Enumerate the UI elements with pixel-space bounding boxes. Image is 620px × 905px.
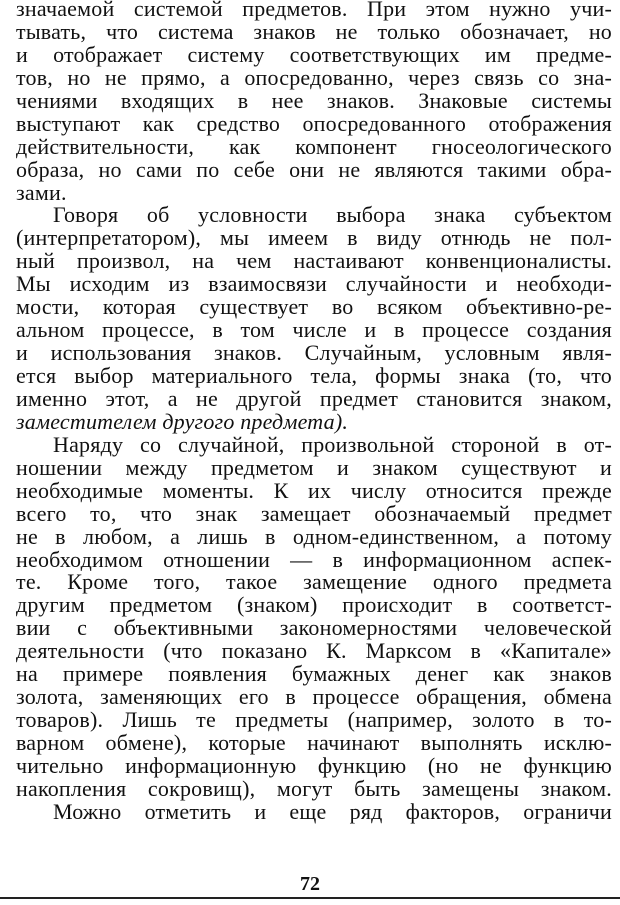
page-number: 72 bbox=[300, 873, 320, 895]
text-line: заместителем другого предмета). bbox=[16, 410, 349, 434]
text-line: вии с объективными закономерностями человеческой bbox=[16, 617, 612, 641]
text-line: образа, но сами по себе они не являются такими обра- bbox=[16, 158, 612, 182]
text-line: ношении между предметом и знаком существуют и bbox=[16, 456, 612, 480]
text-line: ется выбор материального тела, формы знака (то, что bbox=[16, 365, 612, 388]
text-line: всего то, что знак замещает обозначаемый предмет bbox=[16, 502, 612, 526]
page-body-text bbox=[16, 0, 612, 824]
text-line: варном обмене), которые начинают выполнять исклю- bbox=[16, 732, 612, 755]
text-line: Говоря об условности выбора знака субъектом bbox=[53, 204, 612, 228]
text-line: Можно отметить и еще ряд факторов, ограничи bbox=[53, 800, 612, 824]
paragraph bbox=[16, 801, 612, 824]
text-line: мости, которая существует во всяком объективно-ре- bbox=[16, 296, 612, 320]
text-line: ный произвол, на чем настаивают конвенционалисты. bbox=[16, 250, 612, 274]
text-line: Наряду со случайной, произвольной стороной в от- bbox=[53, 433, 612, 457]
text-line: действительности, как компонент гносеологического bbox=[16, 135, 612, 159]
text-line: на примере появления бумажных денег как знаков bbox=[16, 663, 612, 687]
text-line: товаров). Лишь те предметы (например, золото в то- bbox=[16, 709, 612, 732]
text-line: чительно информационную функцию (но не функцию bbox=[16, 754, 612, 778]
text-line: золота, заменяющих его в процессе обращения, обмена bbox=[16, 686, 612, 710]
text-line: (интерпретатором), мы имеем в виду отнюдь не пол- bbox=[16, 227, 612, 251]
bottom-rule-divider bbox=[0, 897, 620, 899]
paragraph bbox=[16, 0, 612, 204]
text-line: Мы исходим из взаимосвязи случайности и необходи- bbox=[16, 273, 612, 297]
text-line: именно этот, а не другой предмет становится знаком, bbox=[16, 387, 612, 411]
paragraph bbox=[16, 434, 612, 801]
text-line: накопления сокровищ), могут быть замещены знаком. bbox=[16, 777, 612, 801]
text-line: выступают как средство опосредованного отображения bbox=[16, 112, 612, 136]
text-line: не в любом, а лишь в одном-единственном, а потому bbox=[16, 525, 612, 549]
text-line: тов, но не прямо, а опосредованно, через связь со зна- bbox=[16, 66, 612, 90]
text-line: те. Кроме того, такое замещение одного предмета bbox=[16, 571, 612, 595]
text-line: и отображает систему соответствующих им предме- bbox=[16, 43, 612, 67]
text-line: необходимом отношении — в информационном аспек- bbox=[16, 548, 612, 572]
text-line: и использования знаков. Случайным, условным явля- bbox=[16, 342, 612, 365]
text-line: другим предметом (знаком) происходит в соответст- bbox=[16, 594, 612, 618]
text-line: необходимые моменты. К их числу относится прежде bbox=[16, 479, 612, 503]
text-line: чениями входящих в нее знаков. Знаковые системы bbox=[16, 89, 612, 113]
paragraph bbox=[16, 204, 612, 433]
text-line: зами. bbox=[16, 181, 67, 205]
text-line: тывать, что система знаков не только обозначает, но bbox=[16, 20, 612, 44]
text-line: значаемой системой предметов. При этом нужно учи- bbox=[16, 0, 612, 21]
text-line: альном процессе, в том числе и в процессе создания bbox=[16, 319, 612, 343]
text-line: деятельности (что показано К. Марксом в «Капитале» bbox=[16, 640, 612, 664]
